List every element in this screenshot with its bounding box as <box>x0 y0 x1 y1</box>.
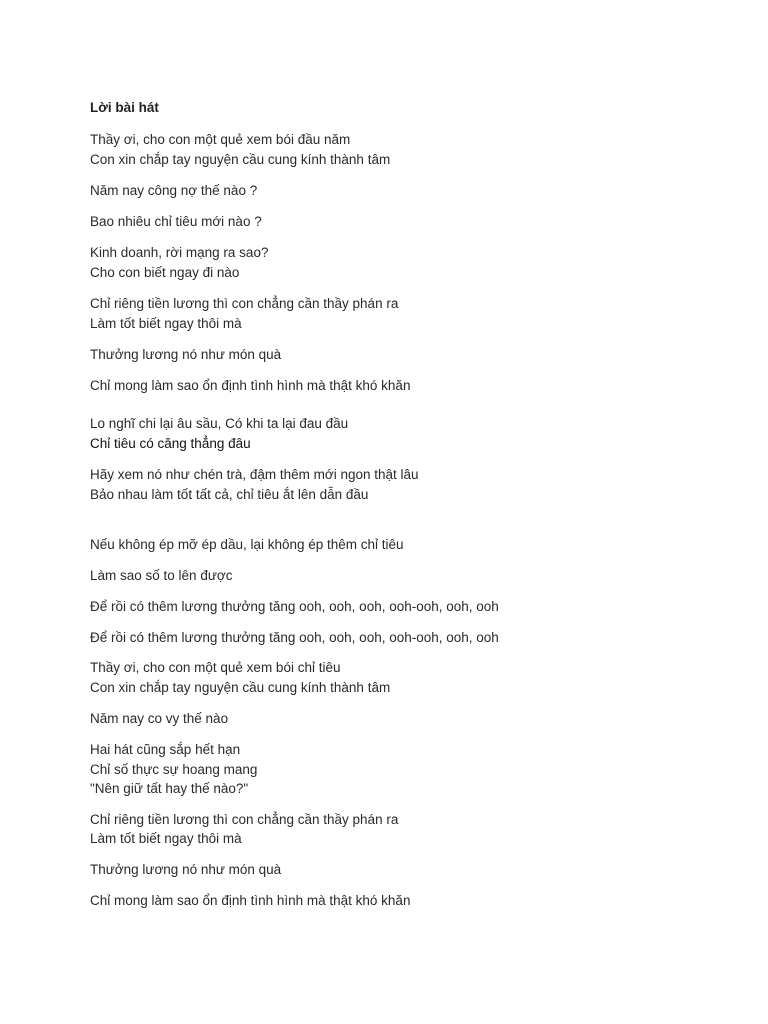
lyric-line: Làm sao số to lên được <box>90 568 233 583</box>
lyric-line: "Nên giữ tất hay thế nào?" <box>90 781 249 796</box>
lyric-line: Hãy xem nó như chén trà, đậm thêm mới ngon thật lâu <box>90 467 419 482</box>
lyric-line: Năm nay công nợ thế nào ? <box>90 183 258 198</box>
lyric-line: Con xin chắp tay nguyện cầu cung kính thành tâm <box>90 152 391 167</box>
lyric-line: Lo nghĩ chi lại âu sầu, Có khi ta lại đau đầu <box>90 416 349 431</box>
lyrics-title: Lời bài hát <box>90 100 159 115</box>
lyric-line: Thầy ơi, cho con một quẻ xem bói đầu năm <box>90 132 351 147</box>
lyric-line: Để rồi có thêm lương thưởng tăng ooh, ooh, ooh, ooh-ooh, ooh, ooh <box>90 630 499 645</box>
lyric-line: Năm nay co vy thế nào <box>90 711 229 726</box>
lyric-line: Bao nhiêu chỉ tiêu mới nào ? <box>90 214 262 229</box>
lyric-line: Hai hát cũng sắp hết hạn <box>90 742 241 757</box>
lyric-line: Thưởng lương nó như món quà <box>90 347 282 362</box>
lyric-line: Chỉ riêng tiền lương thì con chẳng cần thầy phán ra <box>90 296 399 311</box>
lyric-line: Làm tốt biết ngay thôi mà <box>90 316 242 331</box>
lyric-line: Chỉ riêng tiền lương thì con chẳng cần thầy phán ra <box>90 812 399 827</box>
lyric-line: Bảo nhau làm tốt tất cả, chỉ tiêu ắt lên dẫn đầu <box>90 487 369 502</box>
lyric-line: Chỉ tiêu có căng thẳng đâu <box>90 436 251 451</box>
lyric-line: Nếu không ép mỡ ép dầu, lại không ép thêm chỉ tiêu <box>90 537 404 552</box>
lyric-line: Chỉ mong làm sao ổn định tình hình mà thật khó khăn <box>90 893 411 908</box>
lyric-line: Thầy ơi, cho con một quẻ xem bói chỉ tiêu <box>90 660 341 675</box>
lyric-line: Thưởng lương nó như món quà <box>90 862 282 877</box>
lyric-line: Kinh doanh, rời mạng ra sao? <box>90 245 269 260</box>
lyric-line: Để rồi có thêm lương thưởng tăng ooh, ooh, ooh, ooh-ooh, ooh, ooh <box>90 599 499 614</box>
lyric-line: Chỉ mong làm sao ổn định tình hình mà thật khó khăn <box>90 378 411 393</box>
lyric-line: Làm tốt biết ngay thôi mà <box>90 831 242 846</box>
lyric-line: Con xin chắp tay nguyện cầu cung kính thành tâm <box>90 680 391 695</box>
lyric-line: Chỉ số thực sự hoang mang <box>90 762 258 777</box>
lyric-line: Cho con biết ngay đi nào <box>90 265 240 280</box>
